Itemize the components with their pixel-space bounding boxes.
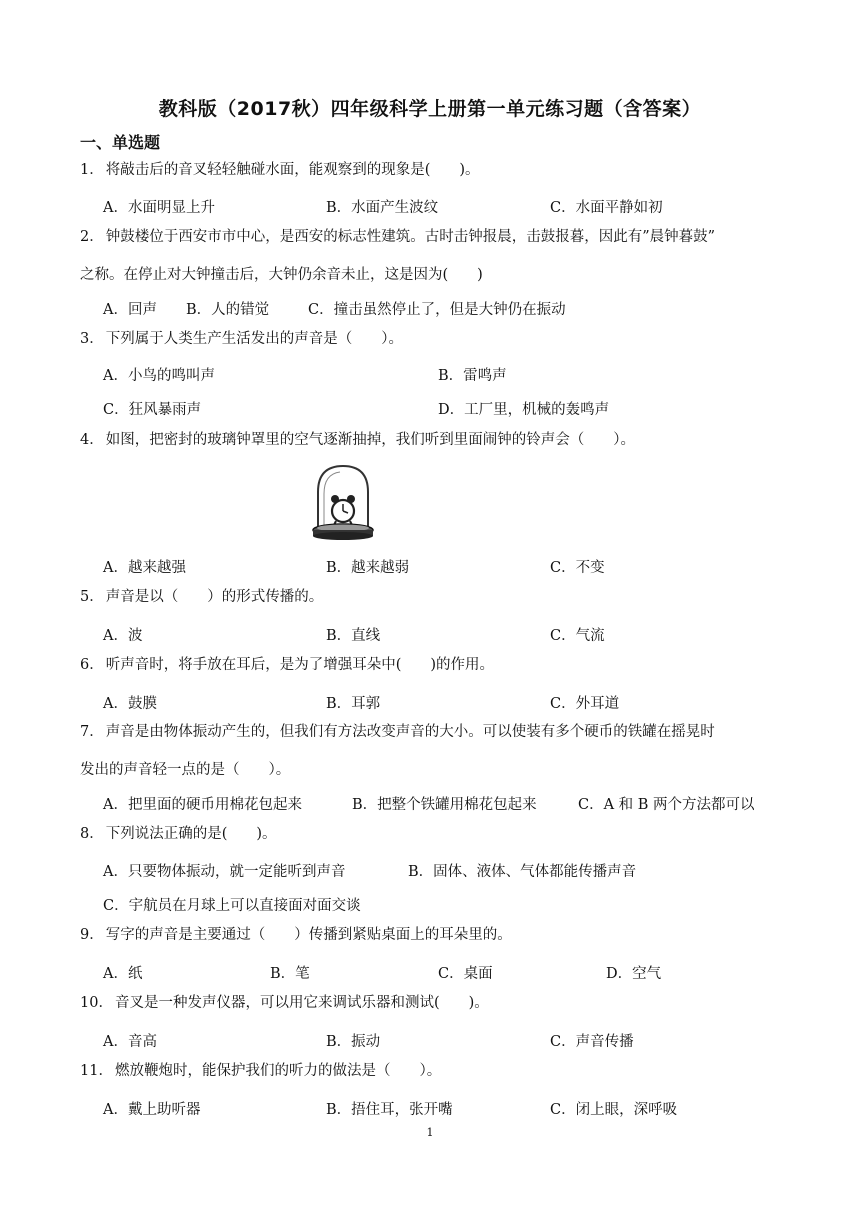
- q5-option-b: B．直线: [326, 628, 381, 644]
- q1-option-c: C．水面平静如初: [550, 200, 663, 216]
- question-2: 2． 钟鼓楼位于西安市市中心，是西安的标志性建筑。古时击钟报晨，击鼓报暮，因此有”晨钟暮鼓”: [80, 229, 716, 245]
- section-heading: 一、单选题: [80, 133, 161, 152]
- q3-option-b: B．雷鸣声: [438, 368, 507, 384]
- q8-option-b: B．固体、液体、气体都能传播声音: [408, 864, 637, 880]
- q6-option-c: C．外耳道: [550, 696, 620, 712]
- q7-option-b: B．把整个铁罐用棉花包起来: [352, 797, 537, 813]
- question-7: 7． 声音是由物体振动产生的，但我们有方法改变声音的大小。可以使装有多个硬币的铁罐在摇晃时: [80, 724, 715, 740]
- question-4: 4． 如图，把密封的玻璃钟罩里的空气逐渐抽掉，我们听到里面闹钟的铃声会（ ）。: [80, 432, 635, 448]
- question-9: 9． 写字的声音是主要通过（ ）传播到紧贴桌面上的耳朵里的。: [80, 927, 512, 943]
- question-8: 8． 下列说法正确的是( )。: [80, 826, 277, 842]
- bell-jar-alarm-clock-illustration: [310, 462, 376, 542]
- question-11: 11． 燃放鞭炮时，能保护我们的听力的做法是（ ）。: [80, 1063, 442, 1079]
- q3-option-a: A．小鸟的鸣叫声: [103, 368, 215, 384]
- q2-option-a: A．回声: [103, 302, 157, 318]
- q6-option-b: B．耳郭: [326, 696, 381, 712]
- page-title: 教科版（2017秋）四年级科学上册第一单元练习题（含答案）: [158, 98, 702, 120]
- q11-option-b: B．捂住耳，张开嘴: [326, 1102, 453, 1118]
- q9-option-d: D．空气: [606, 966, 662, 982]
- q4-option-a: A．越来越强: [103, 560, 186, 576]
- q4-option-b: B．越来越弱: [326, 560, 410, 576]
- question-6: 6． 听声音时，将手放在耳后，是为了增强耳朵中( )的作用。: [80, 657, 495, 673]
- q2-option-c: C．撞击虽然停止了，但是大钟仍在振动: [308, 302, 566, 318]
- page-number: 1: [426, 1126, 434, 1139]
- q1-option-a: A．水面明显上升: [103, 200, 215, 216]
- q5-option-c: C．气流: [550, 628, 605, 644]
- q2-option-b: B．人的错觉: [186, 302, 270, 318]
- question-5: 5． 声音是以（ ）的形式传播的。: [80, 589, 324, 605]
- q7-option-a: A．把里面的硬币用棉花包起来: [103, 797, 302, 813]
- q10-option-c: C．声音传播: [550, 1034, 634, 1050]
- q11-option-c: C．闭上眼，深呼吸: [550, 1102, 678, 1118]
- q11-option-a: A．戴上助听器: [103, 1102, 201, 1118]
- question-10: 10． 音叉是一种发声仪器，可以用它来调试乐器和测试( )。: [80, 995, 489, 1011]
- q7-option-c: C．A 和 B 两个方法都可以: [578, 797, 755, 813]
- q8-option-c: C．宇航员在月球上可以直接面对面交谈: [103, 898, 361, 914]
- question-2-cont: 之称。在停止对大钟撞击后，大钟仍余音未止，这是因为( ): [80, 267, 483, 283]
- question-3: 3． 下列属于人类生产生活发出的声音是（ ）。: [80, 331, 403, 347]
- q8-option-a: A．只要物体振动，就一定能听到声音: [103, 864, 346, 880]
- question-7-cont: 发出的声音轻一点的是（ ）。: [80, 762, 291, 778]
- q10-option-a: A．音高: [103, 1034, 157, 1050]
- q9-option-b: B．笔: [270, 966, 310, 982]
- q10-option-b: B．振动: [326, 1034, 381, 1050]
- q4-option-c: C．不变: [550, 560, 605, 576]
- q9-option-c: C．桌面: [438, 966, 493, 982]
- q3-option-c: C．狂风暴雨声: [103, 402, 202, 418]
- q9-option-a: A．纸: [103, 966, 143, 982]
- question-1: 1． 将敲击后的音叉轻轻触碰水面，能观察到的现象是( )。: [80, 162, 480, 178]
- q3-option-d: D．工厂里，机械的轰鸣声: [438, 402, 610, 418]
- q6-option-a: A．鼓膜: [103, 696, 157, 712]
- q1-option-b: B．水面产生波纹: [326, 200, 439, 216]
- q5-option-a: A．波: [103, 628, 143, 644]
